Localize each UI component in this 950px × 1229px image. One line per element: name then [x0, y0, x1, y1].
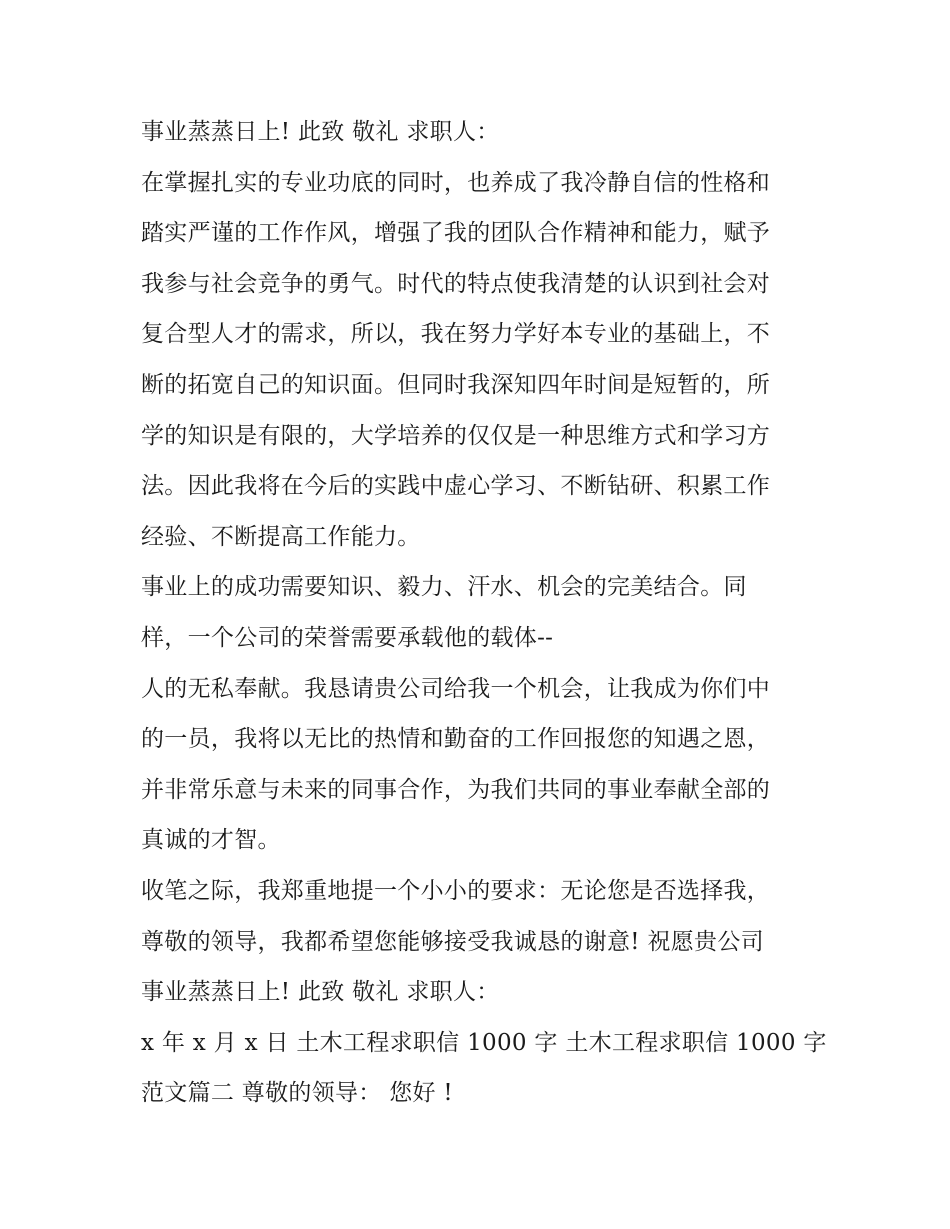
- text-line: 在掌握扎实的专业功底的同时，也养成了我冷静自信的性格和: [141, 169, 771, 196]
- text-line: 学的知识是有限的，大学培养的仅仅是一种思维方式和学习方: [141, 422, 771, 449]
- text-line: 事业蒸蒸日上! 此致 敬礼 求职人：: [141, 979, 500, 1006]
- text-line: 断的拓宽自己的知识面。但同时我深知四年时间是短暂的，所: [141, 371, 771, 398]
- text-line: 复合型人才的需求，所以，我在努力学好本专业的基础上，不: [141, 321, 771, 348]
- text-line: 法。因此我将在今后的实践中虚心学习、不断钻研、积累工作: [141, 473, 771, 500]
- text-line: 并非常乐意与未来的同事合作，为我们共同的事业奉献全部的: [141, 776, 771, 803]
- document-body: [141, 107, 827, 1119]
- text-line: x 年 x 月 x 日 土木工程求职信 1000 字 土木工程求职信 1000 字: [141, 1029, 827, 1056]
- text-line: 踏实严谨的工作作风，增强了我的团队合作精神和能力，赋予: [141, 220, 771, 247]
- text-line: 的一员，我将以无比的热情和勤奋的工作回报您的知遇之恩，: [141, 726, 771, 753]
- text-line: 范文篇二 尊敬的领导： 您好 !: [141, 1080, 453, 1107]
- text-line: 人的无私奉献。我恳请贵公司给我一个机会，让我成为你们中: [141, 675, 771, 702]
- text-line: 收笔之际，我郑重地提一个小小的要求：无论您是否选择我，: [141, 877, 771, 904]
- text-line: 真诚的才智。: [141, 827, 281, 854]
- text-line: 经验、不断提高工作能力。: [141, 523, 421, 550]
- text-line: 我参与社会竞争的勇气。时代的特点使我清楚的认识到社会对: [141, 270, 771, 297]
- text-line: 事业上的成功需要知识、毅力、汗水、机会的完美结合。同: [141, 574, 747, 601]
- text-line: 样，一个公司的荣誉需要承载他的载体--: [141, 624, 554, 651]
- text-line: 尊敬的领导，我都希望您能够接受我诚恳的谢意! 祝愿贵公司: [141, 928, 764, 955]
- text-line: 事业蒸蒸日上! 此致 敬礼 求职人：: [141, 119, 500, 145]
